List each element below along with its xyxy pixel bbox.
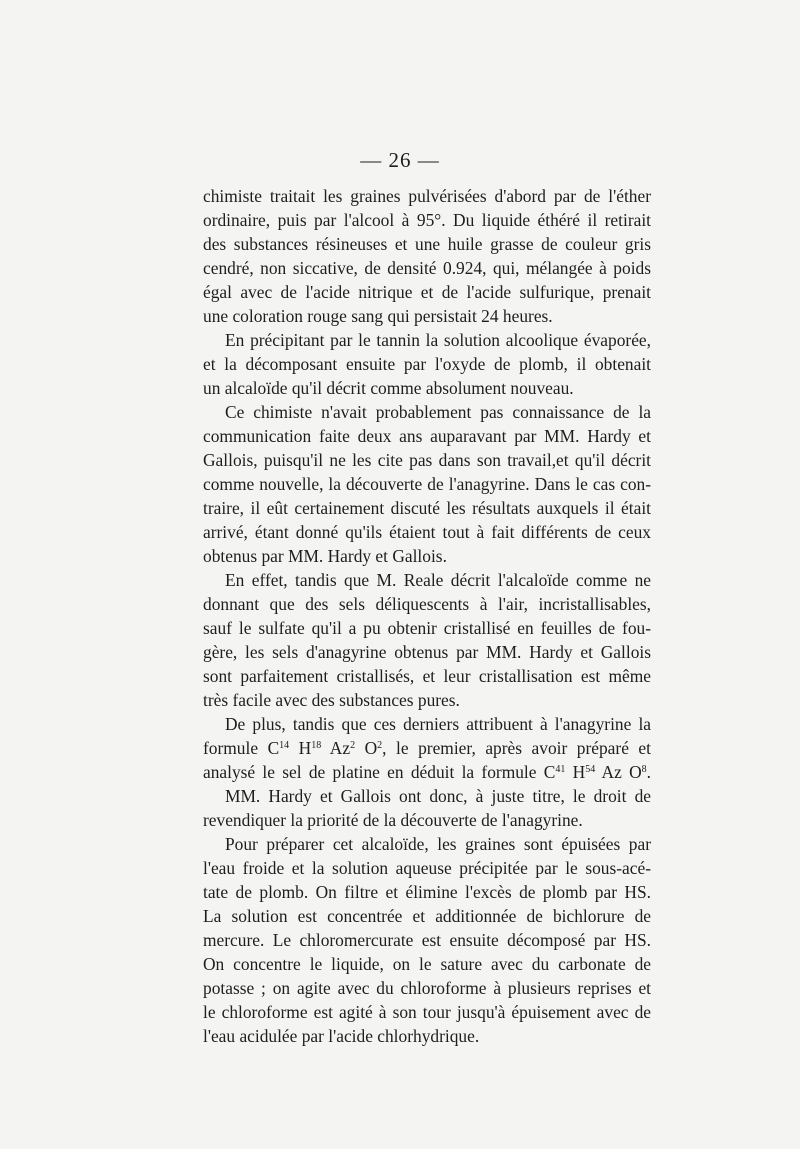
text-line: On concentre le liquide, on le sature avec du carbonate de [203,954,651,974]
text-line: gère, les sels d'anagyrine obtenus par MM. Hardy et Gallois [203,642,651,662]
text-line: l'eau acidulée par l'acide chlorhydrique. [203,1026,480,1046]
text-line: mercure. Le chloromercurate est ensuite décomposé par HS. [203,930,651,950]
text-line: une coloration rouge sang qui persistait 24 heures. [203,306,553,326]
text-line: comme nouvelle, la découverte de l'anagyrine. Dans le cas con- [203,474,651,494]
text-line: un alcaloïde qu'il décrit comme absolument nouveau. [203,378,574,398]
text-line: La solution est concentrée et additionnée de bichlorure de [203,906,651,926]
formula-line: formule $C^{14}$ $H^{18}$ Az$^2$ $O^2$, le premier, après avoir préparé et [203,738,651,758]
page-number: — 26 — [360,148,440,172]
text-line: l'eau froide et la solution aqueuse précipitée par le sous-acé- [203,858,651,878]
text-line: très facile avec des substances pures. [203,690,460,710]
text-line: ordinaire, puis par l'alcool à 95°. Du liquide éthéré il retirait [203,210,651,230]
text-line: En précipitant par le tannin la solution alcoolique évaporée, [225,330,651,350]
text-line: Gallois, puisqu'il ne les cite pas dans son travail,et qu'il décrit [203,450,651,470]
text-line: communication faite deux ans auparavant par MM. Hardy et [203,426,651,446]
text-line: sont parfaitement cristallisés, et leur cristallisation est même [203,666,651,686]
text-line: donnant que des sels déliquescents à l'air, incristallisables, [203,594,651,614]
text-line: Ce chimiste n'avait probablement pas connaissance de la [225,402,651,422]
text-line: potasse ; on agite avec du chloroforme à plusieurs reprises et [203,978,651,998]
text-line: En effet, tandis que M. Reale décrit l'alcaloïde comme ne [225,570,651,590]
formula-line: analysé le sel de platine en déduit la formule $C^{41}$ $H^{54}$ Az $O^8$. [203,762,651,782]
text-line: cendré, non siccative, de densité 0.924, qui, mélangée à poids [203,258,651,278]
text-line: arrivé, étant donné qu'ils étaient tout à fait différents de ceux [203,522,651,542]
text-line: De plus, tandis que ces derniers attribuent à l'anagyrine la [225,714,651,734]
text-line: revendiquer la priorité de la découverte de l'anagyrine. [203,810,583,830]
text-line: le chloroforme est agité à son tour jusqu'à épuisement avec de [203,1002,651,1022]
text-line: des substances résineuses et une huile grasse de couleur gris [203,234,651,254]
text-line: obtenus par MM. Hardy et Gallois. [203,546,447,566]
text-line: sauf le sulfate qu'il a pu obtenir cristallisé en feuilles de fou- [203,618,651,638]
text-line: MM. Hardy et Gallois ont donc, à juste titre, le droit de [225,786,651,806]
text-line: tate de plomb. On filtre et élimine l'excès de plomb par HS. [203,882,651,902]
text-line: chimiste traitait les graines pulvérisées d'abord par de l'éther [203,186,651,206]
text-line: Pour préparer cet alcaloïde, les graines sont épuisées par [225,834,651,854]
text-line: traire, il eût certainement discuté les résultats auxquels il était [203,498,651,518]
text-line: et la décomposant ensuite par l'oxyde de plomb, il obtenait [203,354,651,374]
text-line: égal avec de l'acide nitrique et de l'acide sulfurique, prenait [203,282,651,302]
